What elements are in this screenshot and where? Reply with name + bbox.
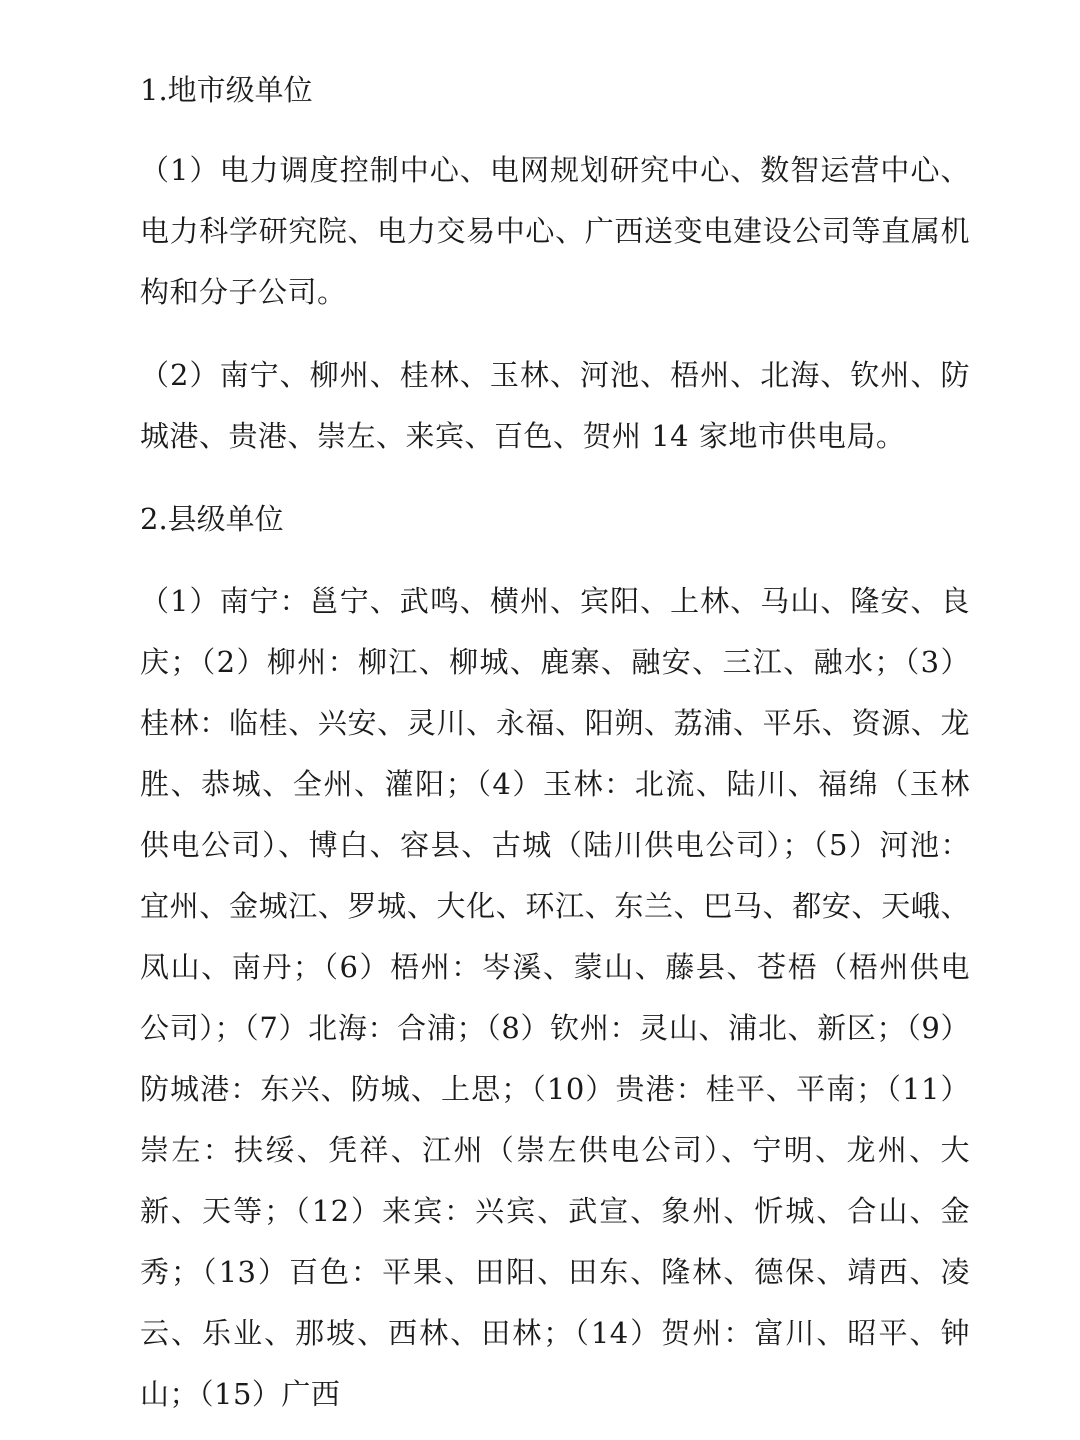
section-2-body: （1）南宁：邕宁、武鸣、横州、宾阳、上林、马山、隆安、良庆；（2）柳州：柳江、柳城、鹿寨、融安、三江、融水；（3）桂林：临桂、兴安、灵川、永福、阳朔、荔浦、平乐、资源、龙胜、恭城、全州、灌阳；（4）玉林：北流、陆川、福绵（玉林供电公司）、博白、容县、古城（陆川供电公司）；（5）河池：宜州、金城江、罗城、大化、环江、东兰、巴马、都安、天峨、凤山、南丹；（6）梧州：岑溪、蒙山、藤县、苍梧（梧州供电公司）；（7）北海：合浦；（8）钦州：灵山、浦北、新区；（9）防城港：东兴、防城、上思；（10）贵港：桂平、平南；（11）崇左：扶绥、凭祥、江州（崇左供电公司）、宁明、龙州、大新、天等；（12）来宾：兴宾、武宣、象州、忻城、合山、金秀；（13）百色：平果、田阳、田东、隆林、德保、靖西、凌云、乐业、那坡、西林、田林；（14）贺州：富川、昭平、钟山；（15）广西	[140, 584, 970, 1411]
section-1-item-2: （2）南宁、柳州、桂林、玉林、河池、梧州、北海、钦州、防城港、贵港、崇左、来宾、百色、贺州 14 家地市供电局。	[140, 358, 970, 453]
document-body	[140, 60, 970, 1425]
section-1-heading: 1.地市级单位	[140, 73, 313, 107]
section-2-heading: 2.县级单位	[140, 502, 284, 536]
section-1-item-1: （1）电力调度控制中心、电网规划研究中心、数智运营中心、电力科学研究院、电力交易中心、广西送变电建设公司等直属机构和分子公司。	[140, 153, 970, 309]
